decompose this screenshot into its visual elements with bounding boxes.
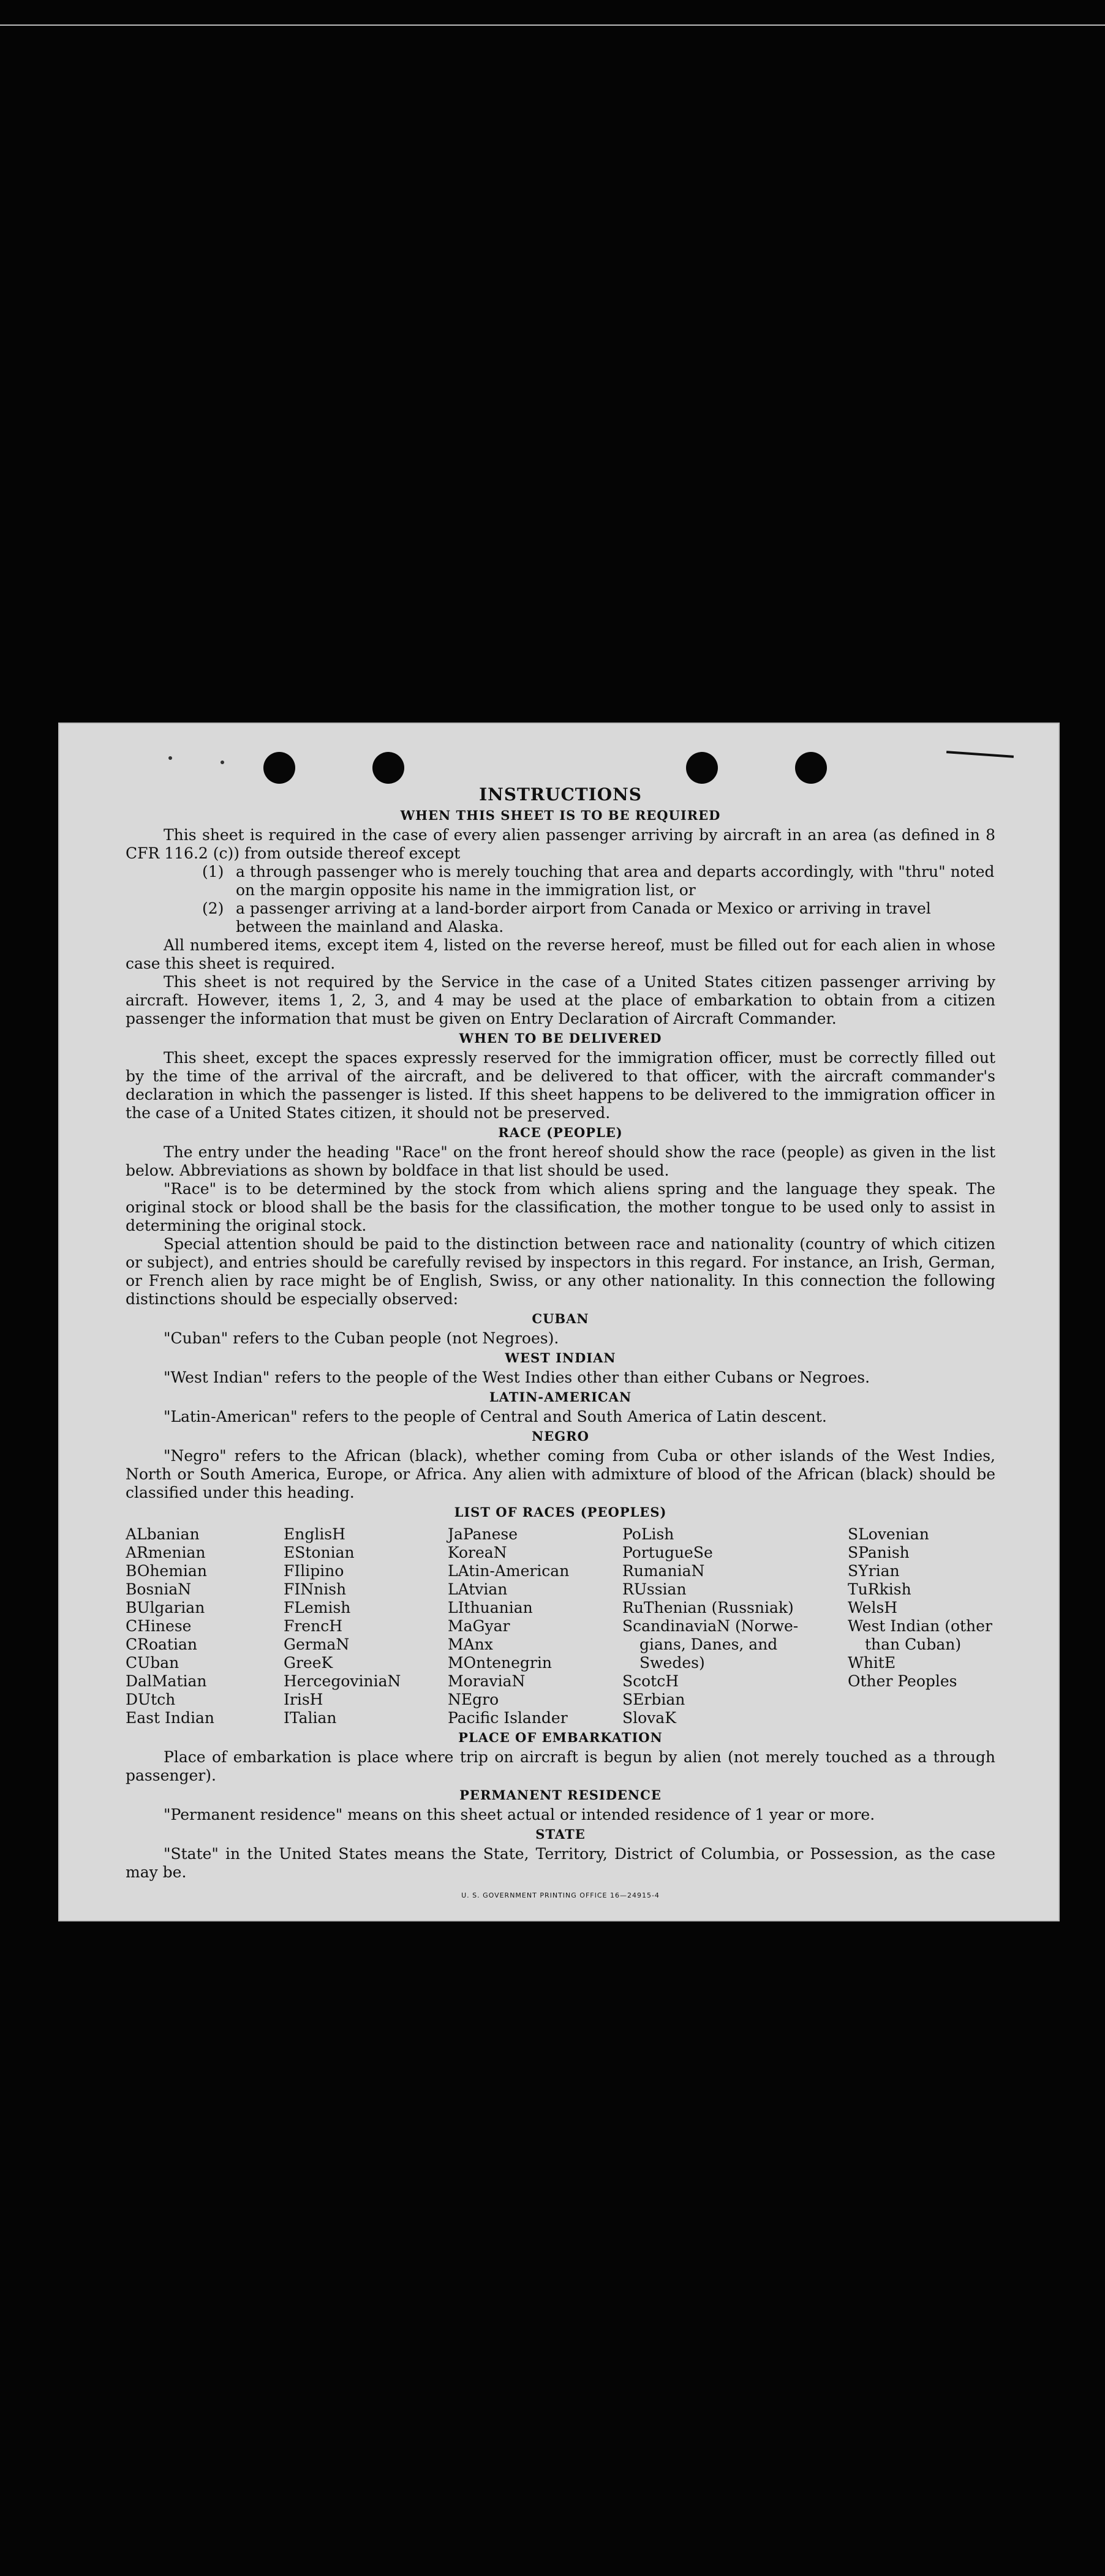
list-item (202, 899, 995, 936)
race-entry: FrencH (284, 1617, 342, 1635)
paragraph: "Race" is to be determined by the stock from which aliens spring and the language they speak. The original stock or blood shall be the basis for the classification, the mother tongue to be used only to assist in determining the original stock. (126, 1180, 995, 1234)
printer-footer: U. S. GOVERNMENT PRINTING OFFICE 16—24915-4 (461, 1891, 660, 1899)
race-entry: BosniaN (126, 1580, 192, 1598)
punch-hole (686, 752, 718, 784)
race-entry: BOhemian (126, 1562, 207, 1580)
paragraph: This sheet, except the spaces expressly reserved for the immigration officer, must be correctly filled out by the time of the arrival of the aircraft, and be delivered to that officer, with the aircraft commander's declaration in which the passenger is listed. If this sheet happens to be delivered to the immigration officer in the case of a United States citizen, it should not be preserved. (126, 1049, 995, 1122)
paragraph: Special attention should be paid to the distinction between race and nationality (country of which citizen or subject), and entries should be carefully revised by inspectors in this regard. For instance, an Irish, German, or French alien by race might be of English, Swiss, or any other nationality. In this connection the following distinctions should be especially observed: (126, 1235, 995, 1308)
heading-place-of-embarkation: PLACE OF EMBARKATION (458, 1730, 663, 1745)
races-column (848, 1525, 995, 1727)
race-entry: ScandinaviaN (Norwe- (622, 1617, 799, 1635)
heading-negro: NEGRO (532, 1429, 589, 1444)
race-entry: EnglisH (284, 1525, 345, 1543)
paragraph: The entry under the heading "Race" on the front hereof should show the race (people) as given in the list below. Abbreviations as shown by boldface in that list should be used. (126, 1143, 995, 1179)
race-entry: GreeK (284, 1654, 333, 1672)
race-entry: KoreaN (448, 1544, 507, 1561)
paragraph: This sheet is required in the case of every alien passenger arriving by aircraft in an area (as defined in 8 CFR 116.2 (c)) from outside thereof except (126, 826, 995, 862)
paragraph: "West Indian" refers to the people of the West Indies other than either Cubans or Negroes. (164, 1369, 870, 1386)
race-entry: Pacific Islander (448, 1709, 568, 1727)
heading-race: RACE (PEOPLE) (498, 1125, 623, 1140)
paragraph: "Cuban" refers to the Cuban people (not Negroes). (164, 1329, 559, 1347)
race-entry: ScotcH (622, 1672, 679, 1690)
race-entry: CRoatian (126, 1635, 197, 1653)
race-entry: GermaN (284, 1635, 350, 1653)
race-entry: CUban (126, 1654, 179, 1672)
punch-hole (263, 752, 295, 784)
item-text: a through passenger who is merely touching that area and departs accordingly, with "thru" noted on the margin opposite his name in the immigration list, or (236, 863, 995, 899)
heading-west-indian: WEST INDIAN (505, 1350, 616, 1365)
heading-cuban: CUBAN (532, 1311, 589, 1326)
heading-when-required: WHEN THIS SHEET IS TO BE REQUIRED (400, 808, 721, 823)
paragraph: All numbered items, except item 4, listed on the reverse hereof, must be filled out for each alien in whose case this sheet is required. (126, 936, 995, 972)
race-entry: ITalian (284, 1709, 337, 1727)
race-entry: gians, Danes, and (639, 1635, 778, 1653)
heading-when-delivered: WHEN TO BE DELIVERED (459, 1031, 662, 1046)
race-entry: TuRkish (848, 1580, 911, 1598)
race-entry: Swedes) (639, 1654, 705, 1672)
paragraph: Place of embarkation is place where trip on aircraft is begun by alien (not merely touched as a through passenger). (126, 1748, 995, 1784)
race-entry: WhitE (848, 1654, 896, 1672)
pen-mark (946, 751, 1014, 758)
paragraph: "Permanent residence" means on this sheet actual or intended residence of 1 year or more. (164, 1806, 875, 1823)
paragraph: "State" in the United States means the State, Territory, District of Columbia, or Possession, as the case may be. (126, 1845, 995, 1881)
race-entry: RUssian (622, 1580, 687, 1598)
race-entry: Other Peoples (848, 1672, 957, 1690)
punch-hole (372, 752, 404, 784)
race-entry: PortugueSe (622, 1544, 713, 1561)
heading-list-of-races: LIST OF RACES (PEOPLES) (454, 1504, 667, 1520)
race-entry: FINnish (284, 1580, 347, 1598)
race-entry: than Cuban) (865, 1635, 962, 1653)
race-entry: SErbian (622, 1691, 685, 1708)
race-entry: East Indian (126, 1709, 214, 1727)
race-entry: West Indian (other (848, 1617, 992, 1635)
race-entry: BUlgarian (126, 1599, 205, 1617)
item-number: (2) (202, 899, 224, 917)
item-text: a passenger arriving at a land-border airport from Canada or Mexico or arriving in travel between the mainland and Alaska. (236, 899, 931, 936)
top-scan-line (0, 24, 1105, 26)
race-entry: SPanish (848, 1544, 910, 1561)
race-entry: DUtch (126, 1691, 176, 1708)
race-entry: ALbanian (126, 1525, 200, 1543)
race-entry: FIlipino (284, 1562, 344, 1580)
races-column (126, 1525, 284, 1727)
race-entry: SlovaK (622, 1709, 676, 1727)
heading-latin-american: LATIN-AMERICAN (489, 1389, 632, 1405)
instructions-content (126, 786, 995, 1905)
race-entry: SLovenian (848, 1525, 929, 1543)
races-column (622, 1525, 848, 1727)
race-entry: MOntenegrin (448, 1654, 552, 1672)
list-item (202, 863, 995, 899)
race-entry: FLemish (284, 1599, 351, 1617)
document-page (58, 723, 1060, 1921)
race-entry: NEgro (448, 1691, 499, 1708)
race-entry: JaPanese (448, 1525, 518, 1543)
race-entry: RumaniaN (622, 1562, 705, 1580)
race-entry: RuThenian (Russniak) (622, 1599, 794, 1617)
speck (221, 760, 224, 764)
race-entry: LIthuanian (448, 1599, 533, 1617)
race-entry: CHinese (126, 1617, 192, 1635)
race-entry: MaGyar (448, 1617, 510, 1635)
paragraph: This sheet is not required by the Service in the case of a United States citizen passenger arriving by aircraft. However, items 1, 2, 3, and 4 may be used at the place of embarkation to obtain from a citizen passenger the information that must be given on Entry Declaration of Aircraft Commander. (126, 973, 995, 1027)
race-entry: SYrian (848, 1562, 900, 1580)
races-column (448, 1525, 622, 1727)
race-entry: PoLish (622, 1525, 674, 1543)
race-entry: HercegoviniaN (284, 1672, 401, 1690)
heading-state: STATE (535, 1827, 586, 1842)
race-entry: IrisH (284, 1691, 323, 1708)
races-list (126, 1525, 995, 1727)
race-entry: LAtvian (448, 1580, 508, 1598)
punch-hole (795, 752, 827, 784)
heading-permanent-residence: PERMANENT RESIDENCE (459, 1787, 662, 1803)
race-entry: EStonian (284, 1544, 355, 1561)
paragraph: "Negro" refers to the African (black), whether coming from Cuba or other islands of the West Indies, North or South America, Europe, or Africa. Any alien with admixture of blood of the African (black) should be classified under this heading. (126, 1447, 995, 1501)
race-entry: MAnx (448, 1635, 493, 1653)
race-entry: DalMatian (126, 1672, 207, 1690)
speck (168, 756, 172, 760)
item-number: (1) (202, 863, 224, 881)
page-title: INSTRUCTIONS (479, 784, 642, 805)
race-entry: LAtin-American (448, 1562, 570, 1580)
race-entry: MoraviaN (448, 1672, 526, 1690)
paragraph: "Latin-American" refers to the people of Central and South America of Latin descent. (164, 1408, 827, 1425)
race-entry: WelsH (848, 1599, 898, 1617)
races-column (284, 1525, 448, 1727)
race-entry: ARmenian (126, 1544, 206, 1561)
